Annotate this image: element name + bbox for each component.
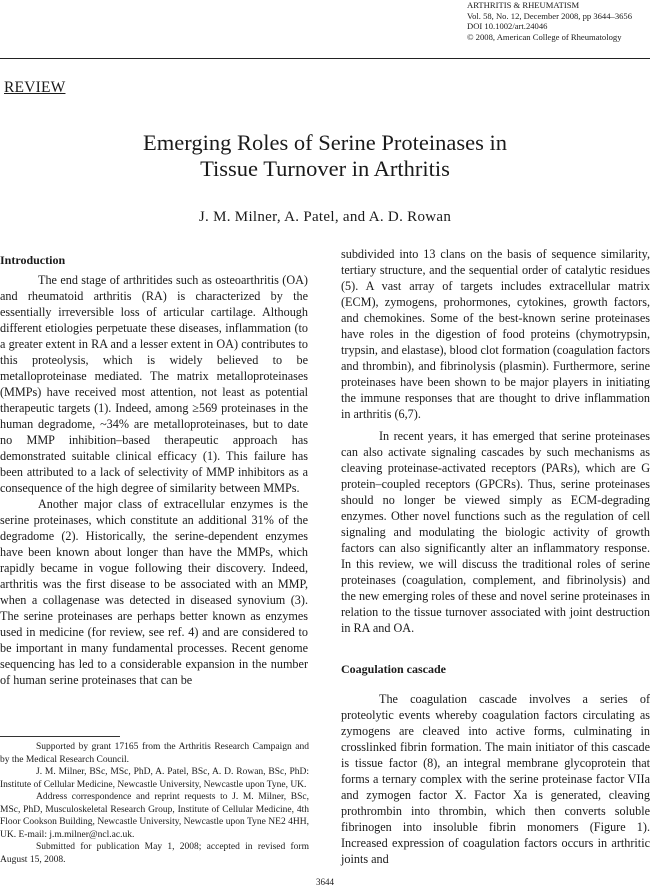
doi: DOI 10.1002/art.24046 — [467, 21, 548, 32]
coagulation-paragraph: The coagulation cascade involves a series of proteolytic events whereby coagulation factors circulating as zymogens are cleaved into active forms, culminating in crosslinked fibrin formation. The main initiator of this cascade is tissue factor (8), an integral membrane glycoprotein that forms a ternary complex with the serine proteinase factor VIIa and zymogen factor X. Factor Xa is generated, cleaving prothrombin into thrombin, which then converts soluble fibrinogen into insoluble fibrin monomers (Figure 1). Increased expression of coagulation factors occurs in arthritic joints and — [341, 692, 650, 866]
copyright: © 2008, American College of Rheumatology — [467, 31, 622, 42]
journal-name: ARTHRITIS & RHEUMATISM — [467, 0, 580, 10]
intro-paragraph-2: Another major class of extracellular enzymes is the serine proteinases, which constitute an additional 31% of the degradome (2). Historically, the serine-dependent enzymes have been known about longer than have the MMPs, which rapidly became in vogue following their discovery. Indeed, arthritis was the first disease to be associated with an MMP, when a collagenase was detected in diseased synovium (3). The serine proteinases are perhaps better known as enzymes used in medicine (for review, see ref. 4) and are considered to be important in many fundamental processes. Recent genome sequencing has led to a considerable expansion in the number of human serine proteinases that can be — [0, 497, 308, 687]
author-list: J. M. Milner, A. Patel, and A. D. Rowan — [198, 209, 452, 225]
footnote-affiliations: J. M. Milner, BSc, MSc, PhD, A. Patel, BSc, A. D. Rowan, BSc, PhD: Institute of Cellular Medicine, Newcastle University, Newcastle upon Tyne, UK. — [0, 767, 309, 790]
section-label: REVIEW — [4, 79, 66, 96]
introduction-heading: Introduction — [0, 253, 66, 267]
right-column — [341, 246, 650, 867]
intro-paragraph-1: The end stage of arthritides such as osteoarthritis (OA) and rheumatoid arthritis (RA) is characterized by the essentially irreversible loss of articular cartilage. Although different etiologies perpetuate these diseases, inflammation (to a greater extent in RA and a lesser extent in OA) contributes to this proteolysis, which is widely believed to be metalloproteinase mediated. The matrix metalloproteinases (MMPs) have received most attention, not least as potential therapeutic targets (1). Indeed, among ≥569 proteinases in the human degradome, ~34% are metalloproteinases, but to date no MMP inhibition–based therapeutic approach has demonstrated suitable clinical efficacy (1). This failure has been attributed to a lack of selectivity of MMP inhibitors as a consequence of the high degree of similarity between MMPs. — [0, 273, 308, 495]
body-paragraph-recent-years: In recent years, it has emerged that serine proteinases can also activate signaling cascades by such mechanisms as cleaving proteinase-activated receptors (PARs), which are G protein–coupled receptors (GPCRs). Thus, serine proteinases should no longer be viewed simply as ECM-degrading enzymes. Other novel functions such as the regulation of cell signaling and modulating the biologic activity of growth factors can also significantly alter an inflammatory response. In this review, we will discuss the traditional roles of serine proteinases (coagulation, complement, and fibrinolysis) and the new emerging roles of these and novel serine proteinases in relation to the tissue turnover associated with joint destruction in RA and OA. — [341, 429, 650, 635]
volume-info: Vol. 58, No. 12, December 2008, pp 3644–3656 — [467, 10, 633, 21]
article-title — [0, 130, 650, 182]
header-rule — [0, 58, 650, 59]
body-paragraph-continued: subdivided into 13 clans on the basis of sequence similarity, tertiary structure, and the sequential order of catalytic residues (5). A vast array of targets includes extracellular matrix (ECM), zymogens, prohormones, cytokines, growth factors, and chemokines. Some of the best-known serine proteinases have roles in the digestion of food proteins (chymotrypsin, trypsin, and elastase), blood clot formation (coagulation factors and thrombin), and fibrinolysis (plasmin). Furthermore, serine proteinases have been shown to be major players in initiating the immune responses that are thought to drive inflammation in arthritis (6,7). — [341, 247, 650, 421]
footnote-rule — [0, 736, 120, 737]
coagulation-heading: Coagulation cascade — [341, 662, 446, 676]
footnote-funding: Supported by grant 17165 from the Arthritis Research Campaign and by the Medical Research Council. — [0, 742, 309, 765]
journal-masthead — [467, 0, 650, 42]
footnotes — [0, 741, 309, 866]
left-column — [0, 252, 308, 688]
footnote-correspondence: Address correspondence and reprint requests to J. M. Milner, BSc, MSc, PhD, Musculoskeletal Research Group, Institute of Cellular Medicine, 4th Floor Cookson Building, Newcastle University, Newcastle upon Tyne NE2 4HH, UK. E-mail: j.m.milner@ncl.ac.uk. — [0, 792, 309, 840]
title-line-2: Tissue Turnover in Arthritis — [200, 156, 450, 181]
page-number: 3644 — [316, 877, 334, 887]
footnote-submission: Submitted for publication May 1, 2008; accepted in revised form August 15, 2008. — [0, 842, 309, 865]
title-line-1: Emerging Roles of Serine Proteinases in — [143, 130, 507, 155]
